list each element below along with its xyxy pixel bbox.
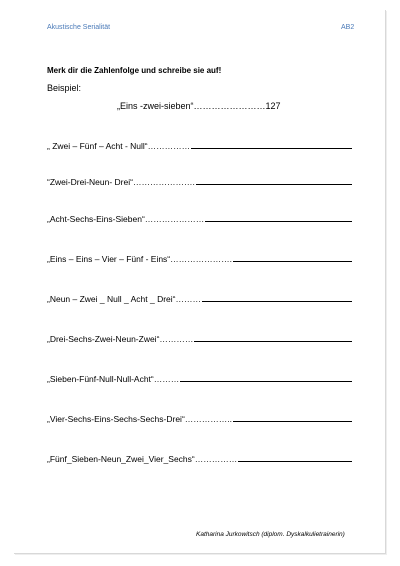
answer-line[interactable] [191, 148, 352, 149]
answer-line[interactable] [205, 221, 352, 222]
task-row-5 [47, 290, 352, 304]
task-prompt: „Sieben-Fünf-Null-Null-Acht“……… [47, 374, 180, 384]
example-label: Beispiel: [47, 83, 82, 93]
footer-author: Katharina Jurkowitsch (diplom. Dyskalkulietrainerin) [196, 531, 345, 538]
answer-line[interactable] [202, 301, 352, 302]
header-sheet-number: AB2 [341, 24, 355, 31]
answer-line[interactable] [194, 341, 352, 342]
task-row-3 [47, 210, 352, 224]
task-row-6 [47, 330, 352, 344]
header-title: Akustische Serialität [47, 24, 111, 31]
answer-line[interactable] [233, 261, 352, 262]
task-prompt: „Acht-Sechs-Eins-Sieben“………………… [47, 214, 205, 224]
answer-line[interactable] [238, 461, 352, 462]
task-prompt: „Fünf_Sieben-Neun_Zwei_Vier_Sechs“…………… [47, 454, 238, 464]
task-row-1 [47, 137, 352, 151]
task-prompt: “Zwei-Drei-Neun- Drei“…………………. [47, 177, 195, 187]
task-prompt: „Vier-Sechs-Eins-Sechs-Sechs-Drei“…………….. [47, 414, 232, 424]
task-heading: Merk dir die Zahlenfolge und schreibe sie auf! [47, 66, 222, 75]
answer-line[interactable] [233, 421, 352, 422]
task-prompt: „ Zwei – Fünf – Acht - Null“…………… [47, 141, 191, 151]
task-row-4 [47, 250, 352, 264]
task-row-8 [47, 410, 352, 424]
task-prompt: „Drei-Sechs-Zwei-Neun-Zwei“………… [47, 334, 194, 344]
example-line: „Eins -zwei-sieben“……………………127 [117, 101, 281, 111]
answer-line[interactable] [180, 381, 352, 382]
answer-line[interactable] [196, 184, 352, 185]
task-row-9 [47, 450, 352, 464]
task-row-7 [47, 370, 352, 384]
task-row-2 [47, 173, 352, 187]
task-prompt: „Eins – Eins – Vier – Fünf - Eins“…………………. [47, 254, 233, 264]
task-prompt: „Neun – Zwei _ Null _ Acht _ Drei“……… [47, 294, 201, 304]
